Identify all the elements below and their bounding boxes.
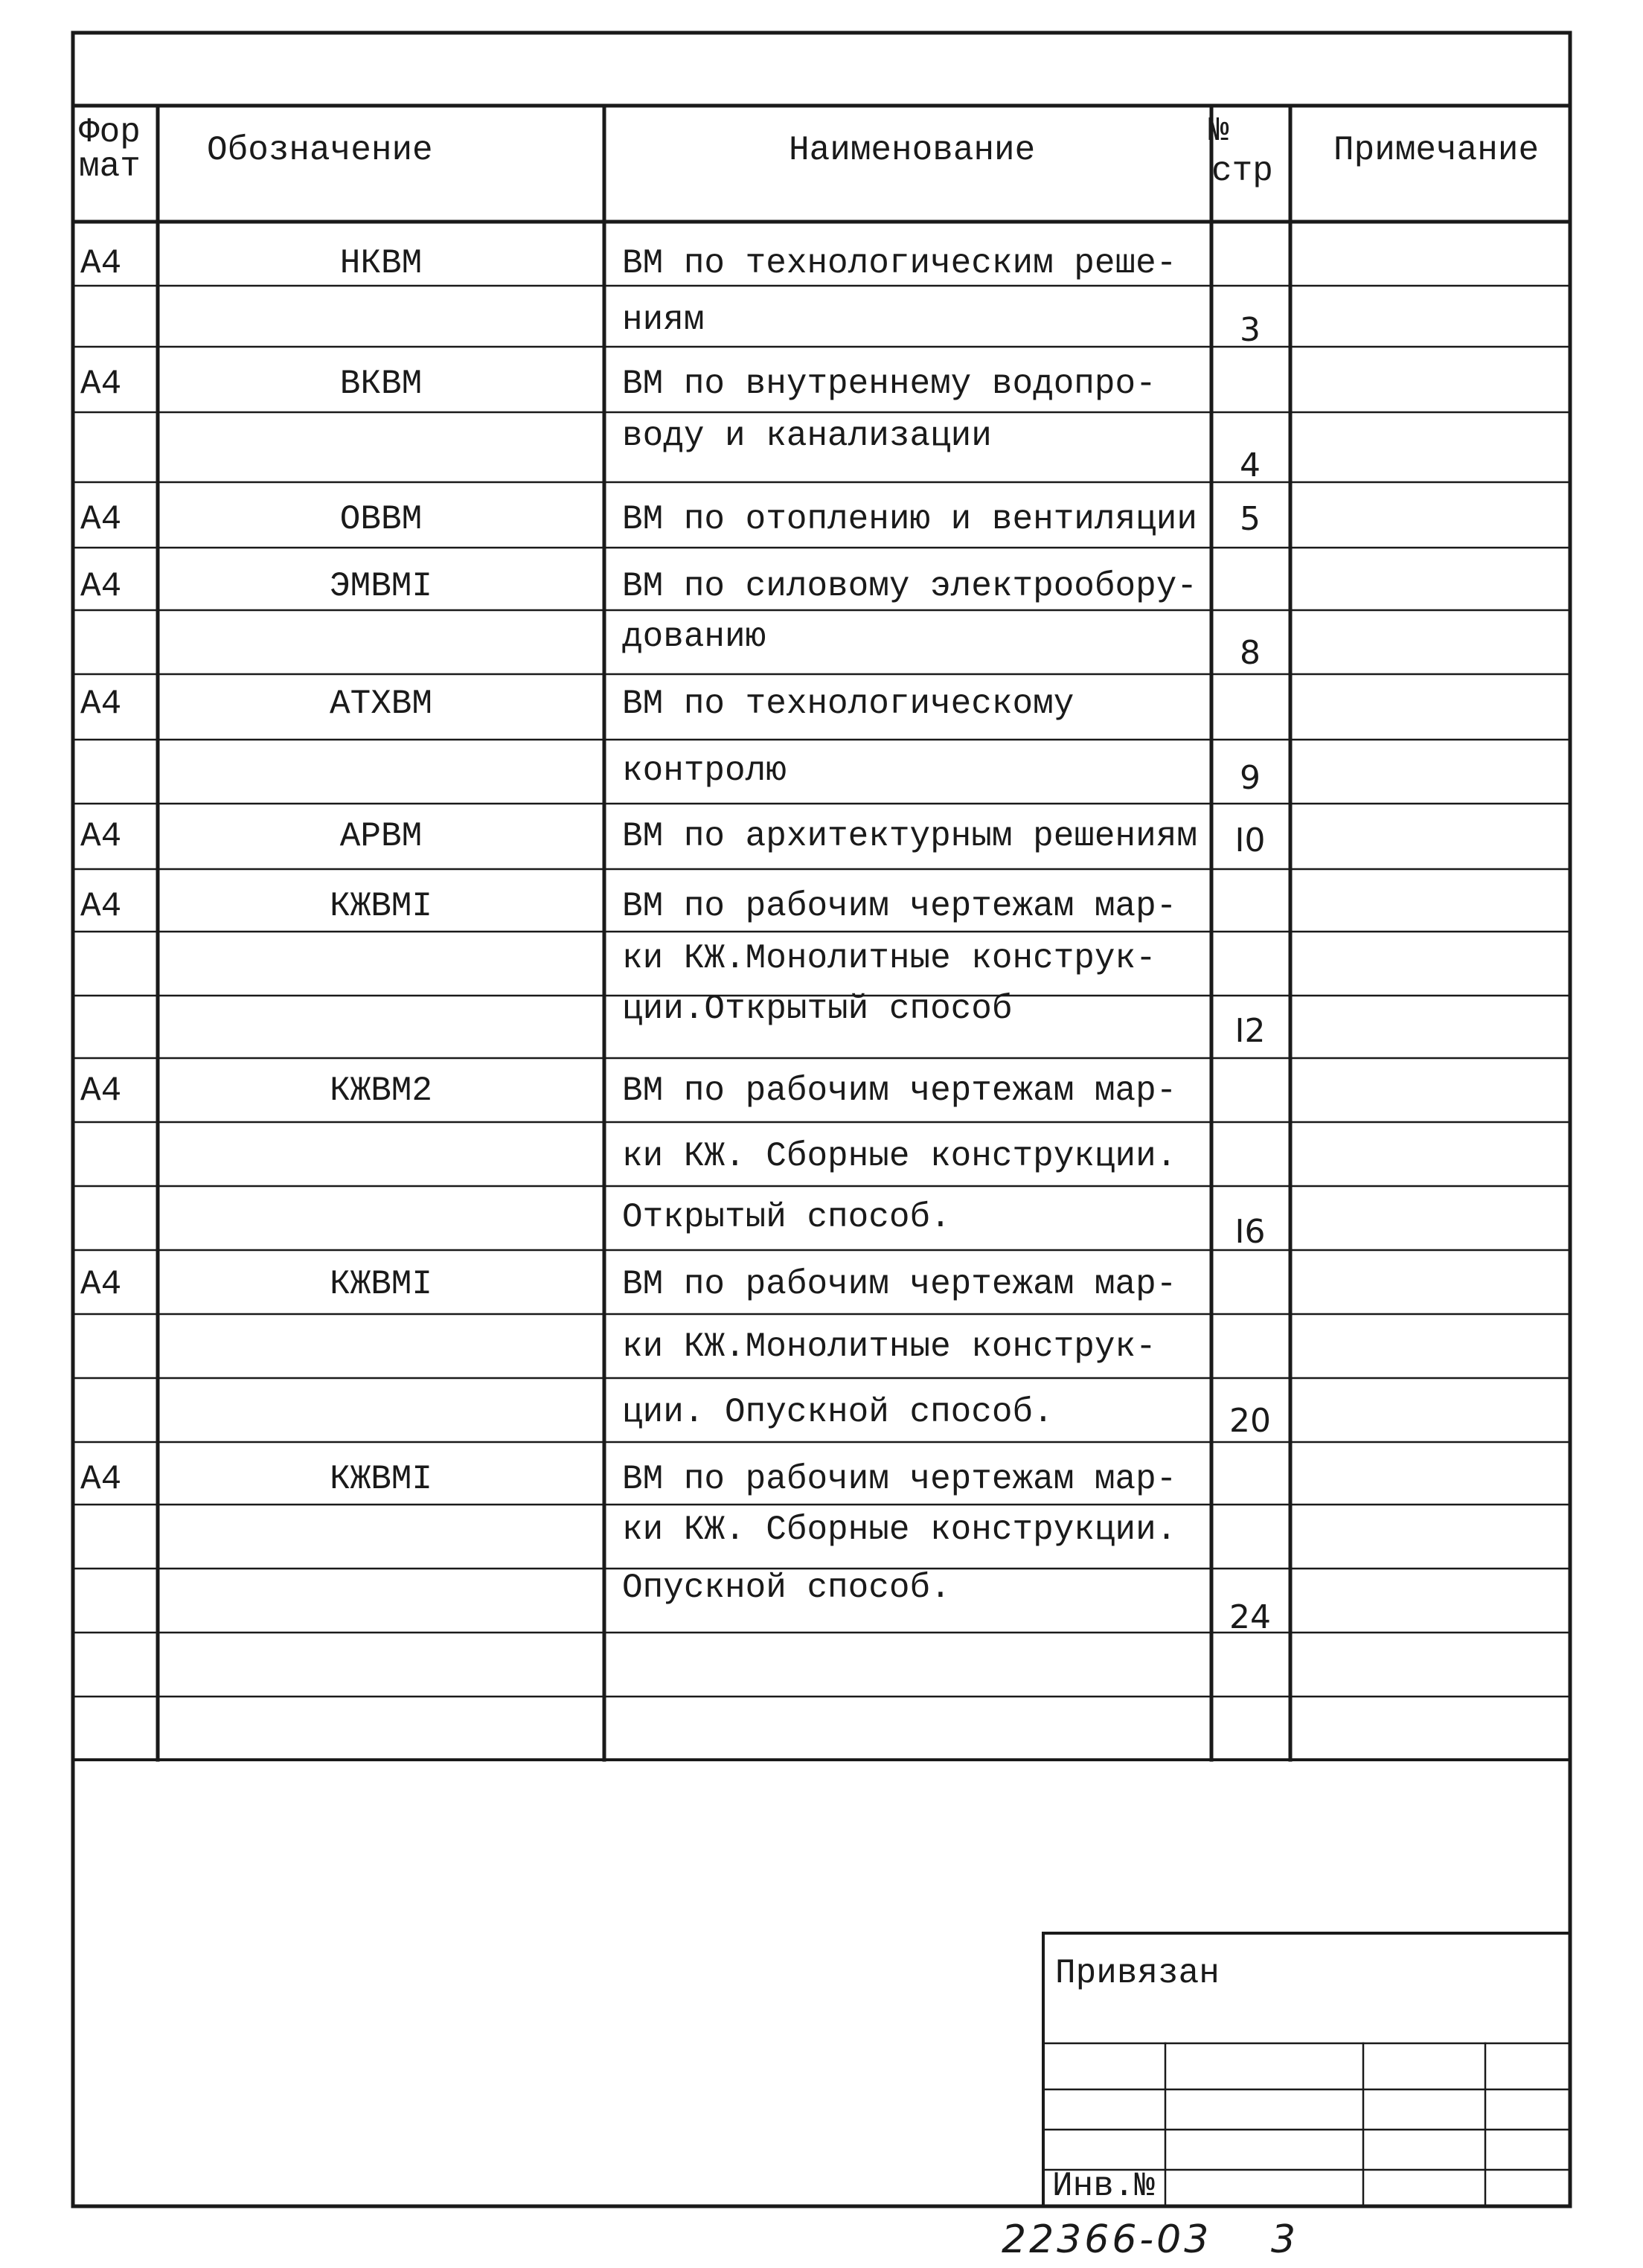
row-format: A4 [80,817,122,856]
row-name-line: ции.Открытый способ [622,990,1013,1028]
row-format: A4 [80,244,122,283]
footer-sheet-number: 3 [1271,2217,1299,2262]
row-designation: КЖВМI [329,887,433,926]
row-name-line: ВМ по силовому электрообору- [622,567,1197,606]
row-format: A4 [80,887,122,926]
row-name-line: ВМ по технологическим реше- [622,244,1177,283]
row-designation: КЖВМ2 [329,1071,433,1110]
row-name-line: воду и канализации [622,417,992,455]
row-name-line: Открытый способ. [622,1198,951,1237]
row-designation: ОВВМ [339,500,423,539]
row-format: A4 [80,685,122,723]
row-name-line: дованию [622,618,766,656]
stamp-inventory-label: Инв.№ [1052,2167,1156,2205]
row-designation: НКВМ [339,244,423,283]
row-name-line: ки КЖ.Монолитные конструк- [622,1327,1156,1366]
header-format-line1: Фор [79,113,141,152]
row-name-line: ВМ по рабочим чертежам мар- [622,887,1177,926]
row-name-line: ВМ по архитектурным решениям [622,817,1197,856]
row-page-number: 8 [1240,634,1261,672]
stamp-attached-label: Привязан [1055,1954,1220,1993]
header-page-no-sign: № [1208,112,1229,150]
row-designation: КЖВМI [329,1460,433,1499]
row-name-line: ВМ по рабочим чертежам мар- [622,1460,1177,1499]
row-name-line: контролю [622,752,787,790]
row-designation: КЖВМI [329,1265,433,1304]
row-page-number: I0 [1234,821,1266,859]
row-name-line: ции. Опускной способ. [622,1393,1054,1432]
header-designation: Обозначение [207,131,433,170]
row-name-line: ВМ по рабочим чертежам мар- [622,1265,1177,1304]
row-name-line: ки КЖ. Сборные конструкции. [622,1137,1177,1176]
row-name-line: ВМ по технологическому [622,685,1074,723]
row-format: A4 [80,500,122,539]
row-name-line: ки КЖ.Монолитные конструк- [622,939,1156,978]
row-designation: ЭМВМI [329,567,433,606]
row-format: A4 [80,1071,122,1110]
row-page-number: 3 [1240,311,1261,349]
row-page-number: I2 [1234,1012,1266,1050]
row-page-number: I6 [1234,1213,1266,1251]
row-name-line: ВМ по внутреннему водопро- [622,365,1156,403]
row-designation: АРВМ [339,817,423,856]
row-designation: ВКВМ [339,365,423,403]
row-page-number: 5 [1240,500,1261,538]
header-page-no-label: стр [1211,152,1273,190]
row-page-number: 20 [1229,1402,1271,1440]
row-format: A4 [80,365,122,403]
row-page-number: 9 [1240,759,1261,797]
row-format: A4 [80,567,122,606]
row-page-number: 4 [1240,446,1261,484]
row-name-line: ВМ по отоплению и вентиляции [622,500,1197,539]
header-format-line2: мат [79,147,141,186]
row-designation: АТХВМ [329,685,433,723]
header-note: Примечание [1333,131,1540,170]
row-name-line: ВМ по рабочим чертежам мар- [622,1071,1177,1110]
header-name: Наименование [789,131,1036,170]
footer-document-number: 22366-03 [1002,2217,1212,2262]
row-name-line: ки КЖ. Сборные конструкции. [622,1511,1177,1549]
row-format: A4 [80,1460,122,1499]
row-format: A4 [80,1265,122,1304]
row-name-line: Опускной способ. [622,1569,951,1607]
row-page-number: 24 [1229,1598,1271,1636]
row-name-line: ниям [622,301,705,339]
